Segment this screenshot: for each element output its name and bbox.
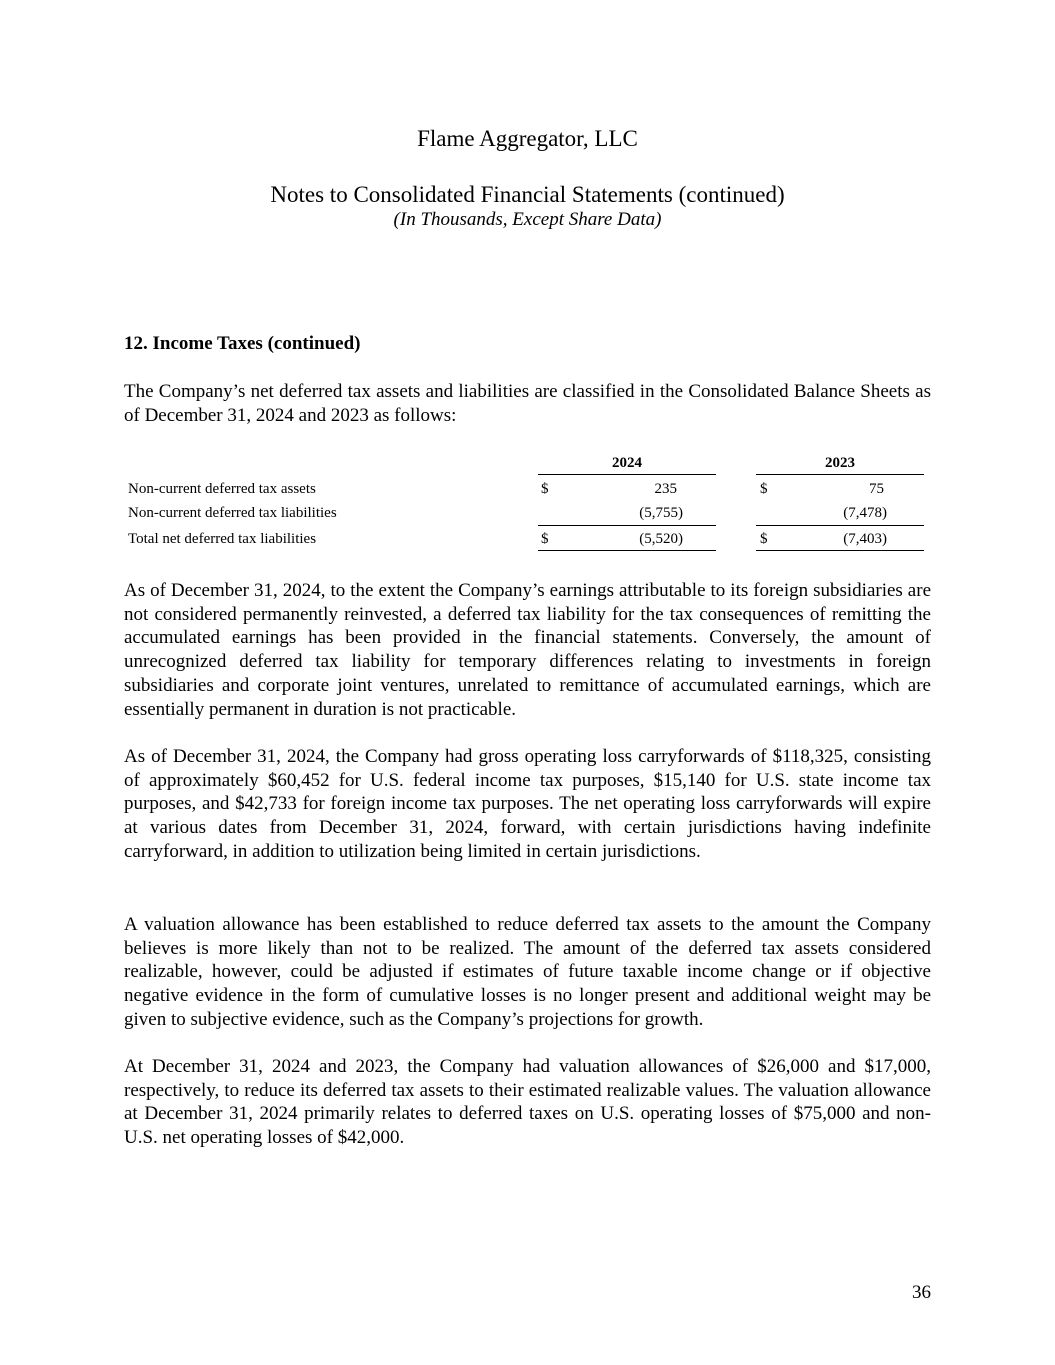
- value-2023: (7,403): [843, 531, 887, 547]
- value-2024: (5,755): [639, 505, 683, 521]
- value-2023: (7,478): [843, 505, 887, 521]
- section-heading: 12. Income Taxes (continued): [124, 333, 361, 354]
- header-underline-2023: [756, 474, 924, 475]
- page-number: 36: [912, 1282, 931, 1303]
- total-rule-2024: [538, 550, 716, 551]
- header-underline-2024: [538, 474, 716, 475]
- intro-paragraph: The Company’s net deferred tax assets and liabilities are classified in the Consolidated Balance Sheets as of December 31, 2024 and 2023 as follows:: [124, 381, 931, 426]
- currency-symbol: $: [760, 481, 768, 497]
- table-row-label: Total net deferred tax liabilities: [128, 531, 317, 547]
- currency-symbol: $: [760, 531, 768, 547]
- paragraph-allowance-amounts: At December 31, 2024 and 2023, the Company had valuation allowances of $26,000 and $17,000, respectively, to reduce its deferred tax assets to their estimated realizable values. The valuation allowance at December 31, 2024 primarily relates to deferred taxes on U.S. operating losses of $75,000 and non-U.S. net operating losses of $42,000.: [124, 1056, 931, 1149]
- value-2024: (5,520): [639, 531, 683, 547]
- table-row-label: Non-current deferred tax liabilities: [128, 505, 337, 521]
- paragraph-foreign-earnings: As of December 31, 2024, to the extent the Company’s earnings attributable to its foreign subsidiaries are not considered permanently reinvested, a deferred tax liability for the tax consequences of remitting the accumulated earnings has been provided in the financial statements. Conversely, the amount of unrecognized deferred tax liability for temporary differences relating to investments in foreign subsidiaries and corporate joint ventures, unrelated to remittance of accumulated earnings, which are essentially permanent in duration is not practicable.: [124, 580, 931, 720]
- paragraph-loss-carryforwards: As of December 31, 2024, the Company had gross operating loss carryforwards of $118,325, consisting of approximately $60,452 for U.S. federal income tax purposes, $15,140 for U.S. state income tax purposes, and $42,733 for foreign income tax purposes. The net operating loss carryforwards will expire at various dates from December 31, 2024, forward, with certain jurisdictions having indefinite carryforward, in addition to utilization being limited in certain jurisdictions.: [124, 746, 931, 862]
- company-name: Flame Aggregator, LLC: [417, 126, 638, 151]
- paragraph-valuation-allowance: A valuation allowance has been established to reduce deferred tax assets to the amount the Company believes is more likely than not to be realized. The amount of the deferred tax assets considered realizable, however, could be adjusted if estimates of future taxable income change or if objective negative evidence in the form of cumulative losses is no longer present and additional weight may be given to subjective evidence, such as the Company’s projections for growth.: [124, 914, 931, 1030]
- value-2024: 235: [654, 481, 677, 497]
- currency-symbol: $: [541, 481, 549, 497]
- subtotal-rule-2023: [756, 525, 924, 526]
- notes-title: Notes to Consolidated Financial Statements (continued): [270, 182, 785, 207]
- units-subtitle: (In Thousands, Except Share Data): [393, 209, 662, 230]
- subtotal-rule-2024: [538, 525, 716, 526]
- column-header-2024: 2024: [612, 455, 642, 471]
- deferred-tax-table: [0, 0, 1055, 560]
- table-row-label: Non-current deferred tax assets: [128, 481, 316, 497]
- column-header-2023: 2023: [825, 455, 855, 471]
- currency-symbol: $: [541, 531, 549, 547]
- value-2023: 75: [869, 481, 884, 497]
- total-rule-2023: [756, 550, 924, 551]
